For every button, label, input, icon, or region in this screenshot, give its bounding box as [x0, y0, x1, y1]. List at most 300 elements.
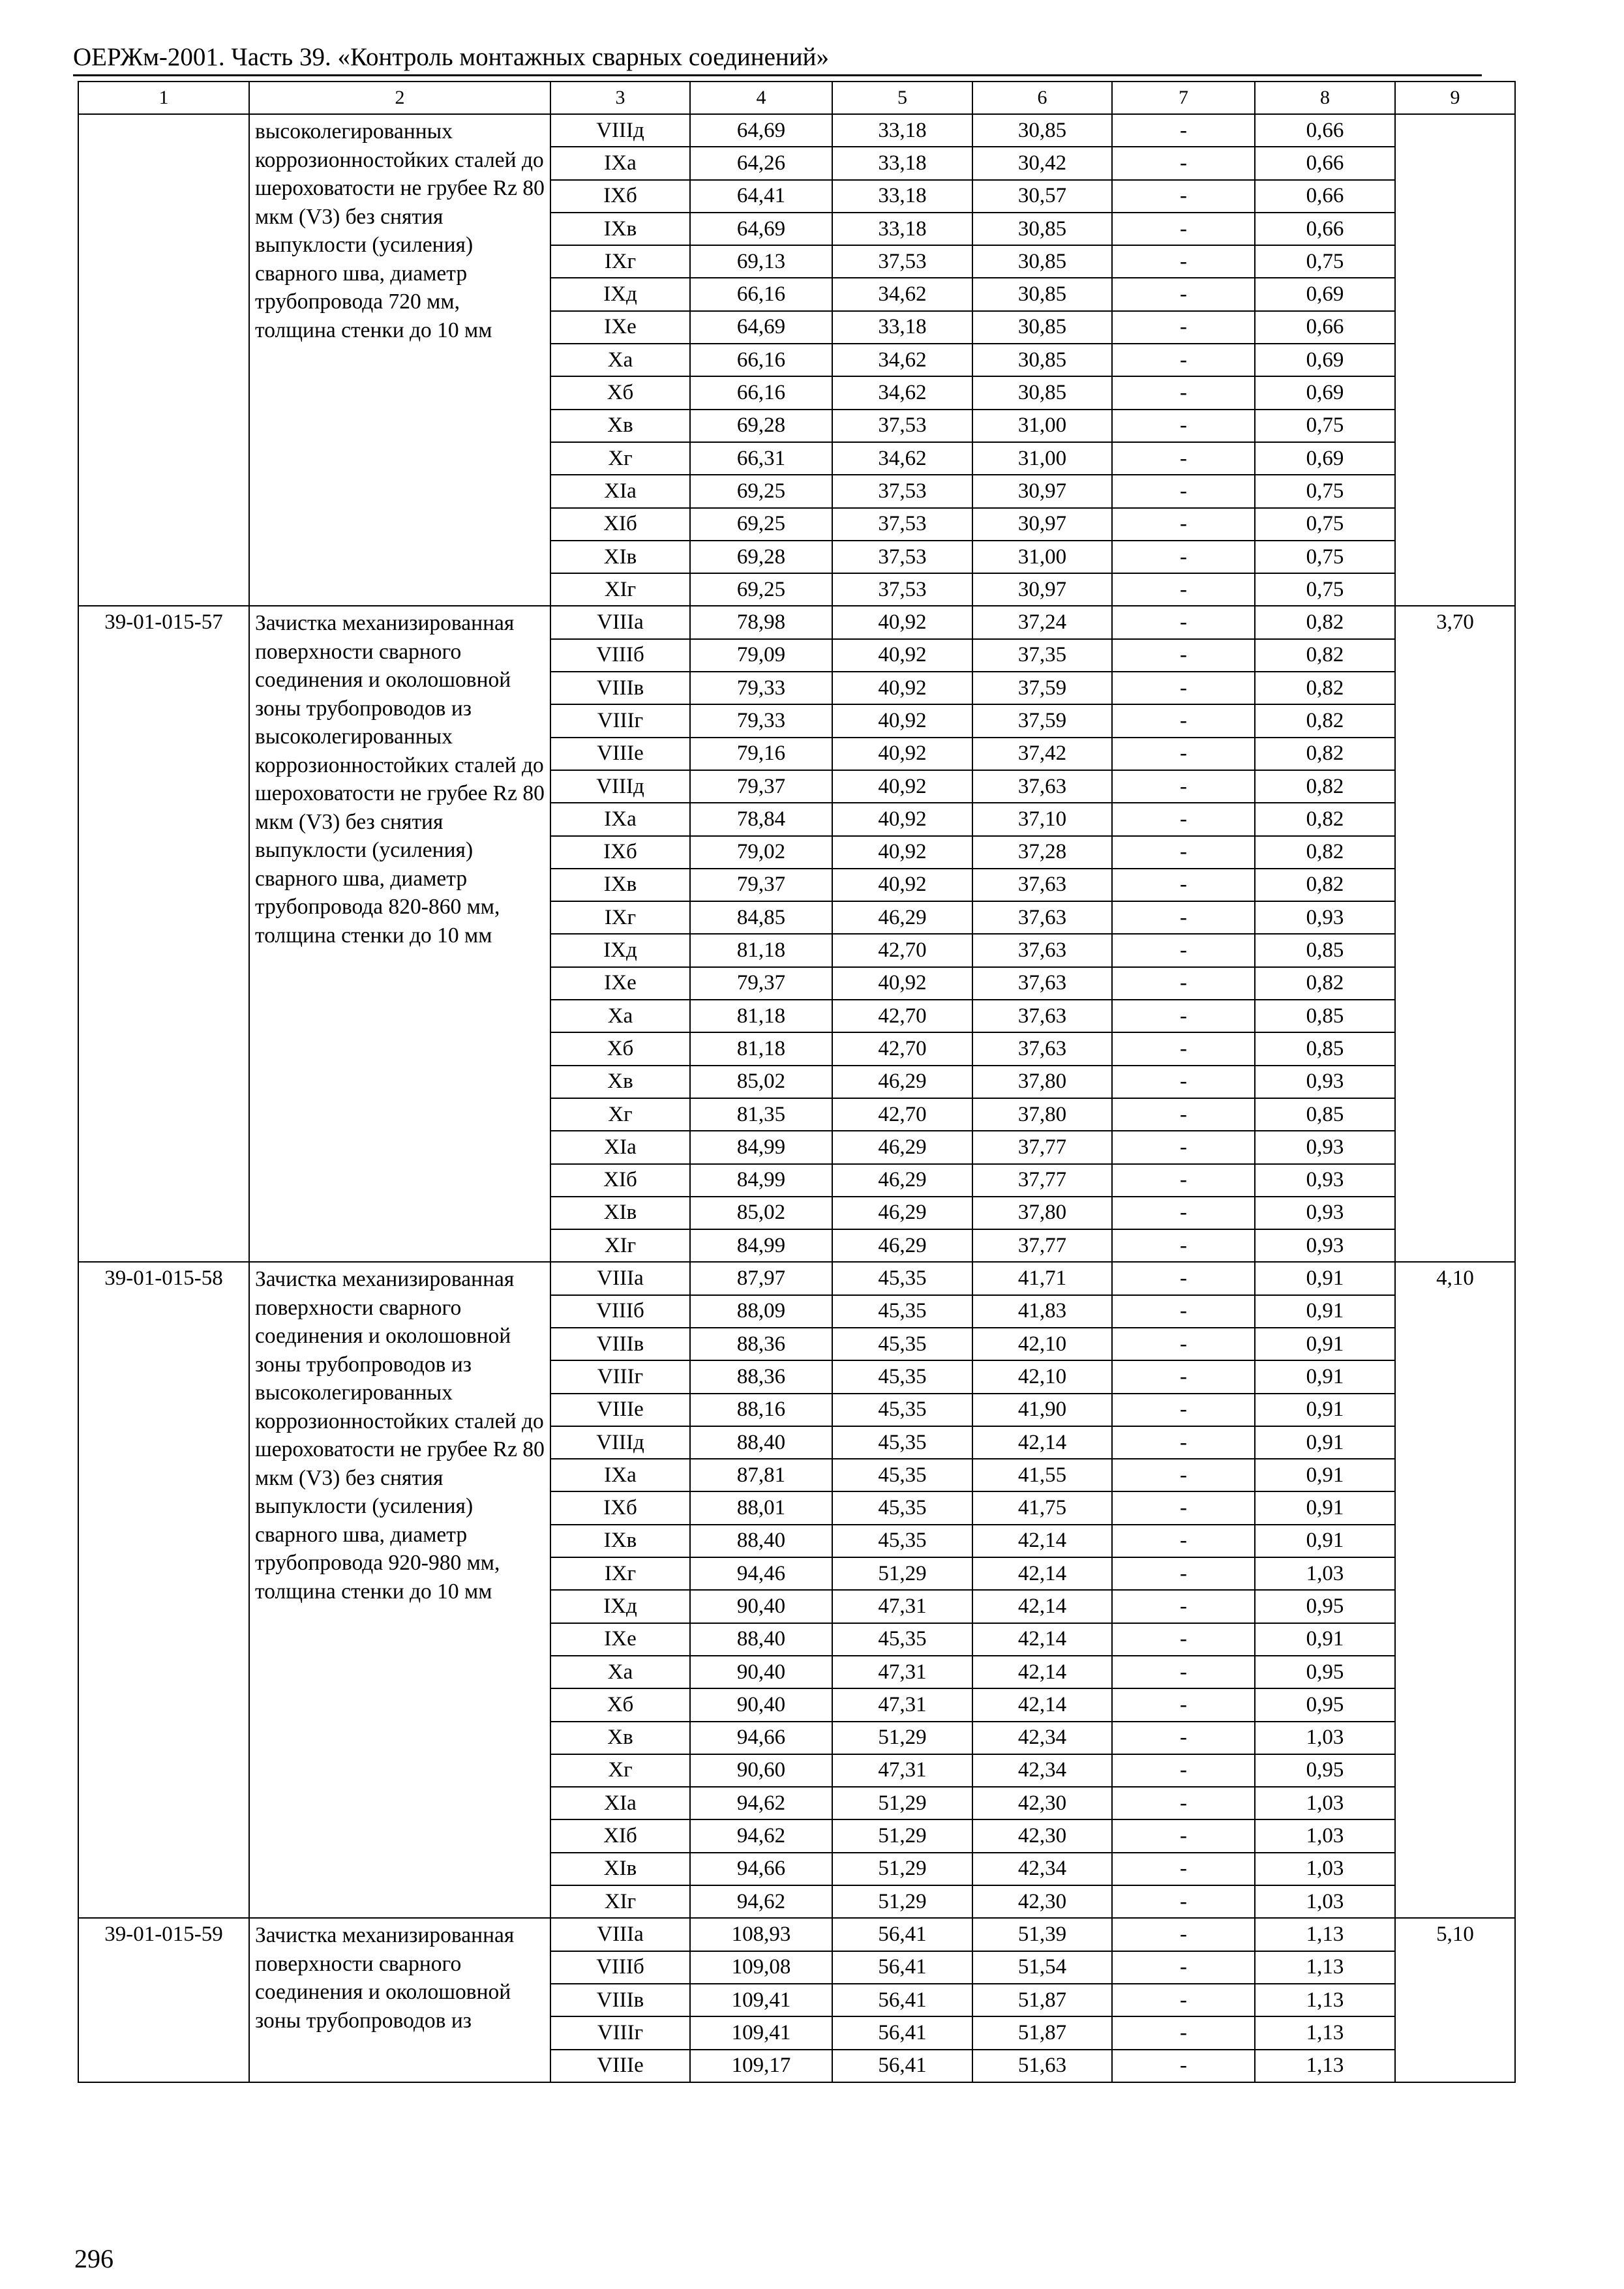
column-number: 8 — [1255, 82, 1395, 114]
wages-cell: 45,35 — [832, 1459, 972, 1491]
materials-cell: 0,82 — [1255, 606, 1395, 638]
wages-cell: 45,35 — [832, 1426, 972, 1459]
total-cost-cell: 84,99 — [690, 1131, 832, 1163]
wages-cell: 47,31 — [832, 1754, 972, 1787]
category-cell: VIIIб — [550, 639, 690, 672]
norm-code: 39-01-015-59 — [78, 1918, 249, 2082]
machines-cell: 41,83 — [972, 1295, 1112, 1328]
category-cell: Xa — [550, 1000, 690, 1032]
category-cell: IXб — [550, 180, 690, 213]
driver-wages-cell: - — [1112, 1262, 1255, 1294]
materials-cell: 0,69 — [1255, 344, 1395, 376]
driver-wages-cell: - — [1112, 541, 1255, 573]
materials-cell: 0,91 — [1255, 1262, 1395, 1294]
work-description: Зачистка механизированная поверхности сварного соединения и околошовной зоны трубопроводов из высоколегированных коррозионностойких сталей до шероховатости не грубее Rz 80 мкм (V3) без снятия выпуклости (усиления) сварного шва, диаметр трубопровода 920-980 мм, толщина стенки до 10 мм — [249, 1262, 550, 1918]
total-cost-cell: 84,99 — [690, 1164, 832, 1197]
materials-cell: 0,82 — [1255, 967, 1395, 1000]
total-cost-cell: 88,01 — [690, 1491, 832, 1524]
total-cost-cell: 69,25 — [690, 573, 832, 606]
machines-cell: 30,85 — [972, 376, 1112, 409]
materials-cell: 0,95 — [1255, 1656, 1395, 1688]
machines-cell: 37,80 — [972, 1098, 1112, 1131]
driver-wages-cell: - — [1112, 410, 1255, 442]
driver-wages-cell: - — [1112, 672, 1255, 704]
total-cost-cell: 85,02 — [690, 1197, 832, 1229]
total-cost-cell: 94,66 — [690, 1722, 832, 1754]
machines-cell: 42,30 — [972, 1787, 1112, 1819]
machines-cell: 37,35 — [972, 639, 1112, 672]
category-cell: IXг — [550, 1557, 690, 1590]
total-cost-cell: 88,40 — [690, 1623, 832, 1656]
labor-cost-cell: 5,10 — [1395, 1918, 1515, 2082]
wages-cell: 51,29 — [832, 1557, 972, 1590]
category-cell: XIб — [550, 1819, 690, 1852]
category-cell: IXб — [550, 1491, 690, 1524]
machines-cell: 37,59 — [972, 672, 1112, 704]
wages-cell: 40,92 — [832, 672, 972, 704]
wages-cell: 45,35 — [832, 1328, 972, 1360]
driver-wages-cell: - — [1112, 901, 1255, 934]
total-cost-cell: 88,36 — [690, 1328, 832, 1360]
machines-cell: 30,85 — [972, 245, 1112, 278]
category-cell: Xв — [550, 1722, 690, 1754]
wages-cell: 47,31 — [832, 1688, 972, 1721]
driver-wages-cell: - — [1112, 606, 1255, 638]
wages-cell: 40,92 — [832, 836, 972, 869]
wages-cell: 33,18 — [832, 180, 972, 213]
machines-cell: 37,63 — [972, 1000, 1112, 1032]
category-cell: XIв — [550, 541, 690, 573]
machines-cell: 37,24 — [972, 606, 1112, 638]
wages-cell: 46,29 — [832, 1229, 972, 1262]
machines-cell: 37,42 — [972, 738, 1112, 770]
driver-wages-cell: - — [1112, 344, 1255, 376]
machines-cell: 41,90 — [972, 1394, 1112, 1426]
wages-cell: 40,92 — [832, 738, 972, 770]
work-description: высоколегированных коррозионностойких сталей до шероховатости не грубее Rz 80 мкм (V3) без снятия выпуклости (усиления) сварного шва, диаметр трубопровода 720 мм, толщина стенки до 10 мм — [249, 114, 550, 606]
driver-wages-cell: - — [1112, 639, 1255, 672]
category-cell: IXв — [550, 213, 690, 245]
machines-cell: 42,34 — [972, 1754, 1112, 1787]
driver-wages-cell: - — [1112, 1000, 1255, 1032]
driver-wages-cell: - — [1112, 1098, 1255, 1131]
wages-cell: 46,29 — [832, 901, 972, 934]
wages-cell: 40,92 — [832, 869, 972, 901]
machines-cell: 30,85 — [972, 114, 1112, 147]
category-cell: XIг — [550, 573, 690, 606]
category-cell: Xв — [550, 1066, 690, 1098]
materials-cell: 1,13 — [1255, 1918, 1395, 1951]
driver-wages-cell: - — [1112, 1590, 1255, 1623]
driver-wages-cell: - — [1112, 1688, 1255, 1721]
driver-wages-cell: - — [1112, 376, 1255, 409]
machines-cell: 30,97 — [972, 573, 1112, 606]
driver-wages-cell: - — [1112, 114, 1255, 147]
total-cost-cell: 66,16 — [690, 376, 832, 409]
labor-cost-cell: 4,10 — [1395, 1262, 1515, 1918]
machines-cell: 37,77 — [972, 1164, 1112, 1197]
category-cell: IXд — [550, 278, 690, 310]
driver-wages-cell: - — [1112, 1131, 1255, 1163]
materials-cell: 0,85 — [1255, 1098, 1395, 1131]
wages-cell: 42,70 — [832, 1000, 972, 1032]
materials-cell: 0,75 — [1255, 410, 1395, 442]
total-cost-cell: 109,41 — [690, 2016, 832, 2049]
machines-cell: 42,14 — [972, 1656, 1112, 1688]
wages-cell: 37,53 — [832, 508, 972, 541]
materials-cell: 0,91 — [1255, 1295, 1395, 1328]
wages-cell: 33,18 — [832, 213, 972, 245]
total-cost-cell: 78,98 — [690, 606, 832, 638]
category-cell: IXд — [550, 1590, 690, 1623]
machines-cell: 42,14 — [972, 1590, 1112, 1623]
materials-cell: 0,82 — [1255, 869, 1395, 901]
category-cell: IXa — [550, 147, 690, 179]
driver-wages-cell: - — [1112, 573, 1255, 606]
materials-cell: 0,75 — [1255, 541, 1395, 573]
machines-cell: 42,10 — [972, 1360, 1112, 1393]
machines-cell: 37,63 — [972, 934, 1112, 966]
category-cell: VIIIe — [550, 1394, 690, 1426]
materials-cell: 0,82 — [1255, 803, 1395, 835]
total-cost-cell: 84,85 — [690, 901, 832, 934]
category-cell: XIa — [550, 1787, 690, 1819]
machines-cell: 31,00 — [972, 442, 1112, 475]
total-cost-cell: 109,17 — [690, 2050, 832, 2082]
work-description: Зачистка механизированная поверхности сварного соединения и околошовной зоны трубопроводов из высоколегированных коррозионностойких сталей до шероховатости не грубее Rz 80 мкм (V3) без снятия выпуклости (усиления) сварного шва, диаметр трубопровода 820-860 мм, толщина стенки до 10 мм — [249, 606, 550, 1262]
category-cell: IXв — [550, 869, 690, 901]
total-cost-cell: 90,40 — [690, 1590, 832, 1623]
materials-cell: 0,82 — [1255, 639, 1395, 672]
norm-code: 39-01-015-57 — [78, 606, 249, 1262]
machines-cell: 42,14 — [972, 1426, 1112, 1459]
category-cell: XIa — [550, 475, 690, 507]
total-cost-cell: 88,16 — [690, 1394, 832, 1426]
materials-cell: 1,03 — [1255, 1885, 1395, 1918]
machines-cell: 30,85 — [972, 213, 1112, 245]
total-cost-cell: 79,37 — [690, 770, 832, 803]
column-number: 6 — [972, 82, 1112, 114]
wages-cell: 42,70 — [832, 1098, 972, 1131]
materials-cell: 0,66 — [1255, 180, 1395, 213]
machines-cell: 37,63 — [972, 901, 1112, 934]
wages-cell: 46,29 — [832, 1131, 972, 1163]
total-cost-cell: 69,25 — [690, 508, 832, 541]
machines-cell: 41,55 — [972, 1459, 1112, 1491]
category-cell: VIIIб — [550, 1951, 690, 1984]
driver-wages-cell: - — [1112, 1984, 1255, 2016]
category-cell: VIIIд — [550, 770, 690, 803]
category-cell: Xв — [550, 410, 690, 442]
driver-wages-cell: - — [1112, 1197, 1255, 1229]
total-cost-cell: 79,33 — [690, 704, 832, 737]
materials-cell: 0,82 — [1255, 738, 1395, 770]
wages-cell: 37,53 — [832, 541, 972, 573]
materials-cell: 0,91 — [1255, 1328, 1395, 1360]
category-cell: XIв — [550, 1853, 690, 1885]
wages-cell: 51,29 — [832, 1885, 972, 1918]
machines-cell: 37,59 — [972, 704, 1112, 737]
total-cost-cell: 90,60 — [690, 1754, 832, 1787]
wages-cell: 37,53 — [832, 475, 972, 507]
materials-cell: 0,75 — [1255, 573, 1395, 606]
wages-cell: 51,29 — [832, 1722, 972, 1754]
category-cell: VIIIa — [550, 606, 690, 638]
machines-cell: 37,63 — [972, 770, 1112, 803]
wages-cell: 37,53 — [832, 573, 972, 606]
driver-wages-cell: - — [1112, 1164, 1255, 1197]
total-cost-cell: 109,08 — [690, 1951, 832, 1984]
driver-wages-cell: - — [1112, 1722, 1255, 1754]
machines-cell: 42,14 — [972, 1557, 1112, 1590]
total-cost-cell: 69,13 — [690, 245, 832, 278]
labor-cost-cell: 3,70 — [1395, 606, 1515, 1262]
category-cell: Xб — [550, 376, 690, 409]
category-cell: VIIIa — [550, 1918, 690, 1951]
machines-cell: 42,30 — [972, 1819, 1112, 1852]
total-cost-cell: 64,69 — [690, 213, 832, 245]
total-cost-cell: 78,84 — [690, 803, 832, 835]
machines-cell: 37,63 — [972, 869, 1112, 901]
driver-wages-cell: - — [1112, 180, 1255, 213]
table-body — [78, 114, 1515, 2082]
wages-cell: 34,62 — [832, 442, 972, 475]
category-cell: IXa — [550, 1459, 690, 1491]
column-number: 5 — [832, 82, 972, 114]
materials-cell: 0,95 — [1255, 1688, 1395, 1721]
driver-wages-cell: - — [1112, 442, 1255, 475]
total-cost-cell: 64,41 — [690, 180, 832, 213]
total-cost-cell: 94,66 — [690, 1853, 832, 1885]
wages-cell: 56,41 — [832, 1918, 972, 1951]
machines-cell: 30,85 — [972, 344, 1112, 376]
machines-cell: 30,97 — [972, 508, 1112, 541]
category-cell: VIIIв — [550, 1328, 690, 1360]
machines-cell: 30,85 — [972, 278, 1112, 310]
driver-wages-cell: - — [1112, 475, 1255, 507]
work-description: Зачистка механизированная поверхности сварного соединения и околошовной зоны трубопроводов из — [249, 1918, 550, 2082]
materials-cell: 1,03 — [1255, 1853, 1395, 1885]
driver-wages-cell: - — [1112, 1360, 1255, 1393]
machines-cell: 37,80 — [972, 1066, 1112, 1098]
materials-cell: 0,82 — [1255, 770, 1395, 803]
driver-wages-cell: - — [1112, 738, 1255, 770]
driver-wages-cell: - — [1112, 1557, 1255, 1590]
table-row — [78, 114, 1515, 147]
materials-cell: 0,91 — [1255, 1623, 1395, 1656]
category-cell: IXe — [550, 1623, 690, 1656]
materials-cell: 1,13 — [1255, 2050, 1395, 2082]
column-number: 3 — [550, 82, 690, 114]
total-cost-cell: 88,40 — [690, 1525, 832, 1557]
wages-cell: 46,29 — [832, 1197, 972, 1229]
materials-cell: 0,91 — [1255, 1426, 1395, 1459]
wages-cell: 45,35 — [832, 1262, 972, 1294]
total-cost-cell: 81,18 — [690, 934, 832, 966]
machines-cell: 51,63 — [972, 2050, 1112, 2082]
wages-cell: 56,41 — [832, 1984, 972, 2016]
machines-cell: 51,54 — [972, 1951, 1112, 1984]
driver-wages-cell: - — [1112, 1066, 1255, 1098]
materials-cell: 1,03 — [1255, 1722, 1395, 1754]
total-cost-cell: 79,16 — [690, 738, 832, 770]
materials-cell: 0,82 — [1255, 704, 1395, 737]
driver-wages-cell: - — [1112, 770, 1255, 803]
category-cell: VIIIд — [550, 1426, 690, 1459]
materials-cell: 0,66 — [1255, 114, 1395, 147]
category-cell: IXa — [550, 803, 690, 835]
wages-cell: 42,70 — [832, 1032, 972, 1065]
category-cell: Xa — [550, 344, 690, 376]
wages-cell: 40,92 — [832, 803, 972, 835]
materials-cell: 0,91 — [1255, 1525, 1395, 1557]
category-cell: IXг — [550, 901, 690, 934]
machines-cell: 42,14 — [972, 1525, 1112, 1557]
machines-cell: 30,42 — [972, 147, 1112, 179]
driver-wages-cell: - — [1112, 1426, 1255, 1459]
wages-cell: 45,35 — [832, 1295, 972, 1328]
total-cost-cell: 85,02 — [690, 1066, 832, 1098]
header-divider — [73, 74, 1482, 76]
category-cell: VIIIв — [550, 1984, 690, 2016]
total-cost-cell: 66,16 — [690, 344, 832, 376]
driver-wages-cell: - — [1112, 1656, 1255, 1688]
total-cost-cell: 84,99 — [690, 1229, 832, 1262]
total-cost-cell: 69,25 — [690, 475, 832, 507]
wages-cell: 45,35 — [832, 1491, 972, 1524]
table-row — [78, 606, 1515, 638]
driver-wages-cell: - — [1112, 704, 1255, 737]
column-number-row — [78, 82, 1515, 114]
materials-cell: 0,85 — [1255, 1000, 1395, 1032]
machines-cell: 42,14 — [972, 1688, 1112, 1721]
wages-cell: 42,70 — [832, 934, 972, 966]
machines-cell: 30,85 — [972, 311, 1112, 344]
category-cell: XIб — [550, 1164, 690, 1197]
driver-wages-cell: - — [1112, 1885, 1255, 1918]
driver-wages-cell: - — [1112, 869, 1255, 901]
machines-cell: 30,97 — [972, 475, 1112, 507]
total-cost-cell: 81,18 — [690, 1000, 832, 1032]
total-cost-cell: 64,26 — [690, 147, 832, 179]
wages-cell: 40,92 — [832, 606, 972, 638]
machines-cell: 41,75 — [972, 1491, 1112, 1524]
materials-cell: 0,93 — [1255, 901, 1395, 934]
category-cell: VIIIд — [550, 114, 690, 147]
category-cell: IXд — [550, 934, 690, 966]
materials-cell: 0,66 — [1255, 213, 1395, 245]
wages-cell: 51,29 — [832, 1787, 972, 1819]
materials-cell: 0,91 — [1255, 1491, 1395, 1524]
driver-wages-cell: - — [1112, 1853, 1255, 1885]
total-cost-cell: 94,62 — [690, 1885, 832, 1918]
materials-cell: 0,95 — [1255, 1754, 1395, 1787]
machines-cell: 37,63 — [972, 967, 1112, 1000]
materials-cell: 1,03 — [1255, 1787, 1395, 1819]
category-cell: Xг — [550, 1098, 690, 1131]
driver-wages-cell: - — [1112, 1229, 1255, 1262]
wages-cell: 34,62 — [832, 376, 972, 409]
category-cell: IXe — [550, 967, 690, 1000]
machines-cell: 42,10 — [972, 1328, 1112, 1360]
total-cost-cell: 87,81 — [690, 1459, 832, 1491]
total-cost-cell: 88,36 — [690, 1360, 832, 1393]
table-row — [78, 1918, 1515, 1951]
machines-cell: 37,80 — [972, 1197, 1112, 1229]
total-cost-cell: 66,31 — [690, 442, 832, 475]
wages-cell: 47,31 — [832, 1590, 972, 1623]
driver-wages-cell: - — [1112, 278, 1255, 310]
machines-cell: 31,00 — [972, 410, 1112, 442]
materials-cell: 0,85 — [1255, 934, 1395, 966]
category-cell: XIв — [550, 1197, 690, 1229]
materials-cell: 0,93 — [1255, 1164, 1395, 1197]
total-cost-cell: 94,46 — [690, 1557, 832, 1590]
category-cell: XIa — [550, 1131, 690, 1163]
machines-cell: 51,39 — [972, 1918, 1112, 1951]
column-number: 4 — [690, 82, 832, 114]
machines-cell: 51,87 — [972, 1984, 1112, 2016]
category-cell: Xa — [550, 1656, 690, 1688]
column-number: 2 — [249, 82, 550, 114]
driver-wages-cell: - — [1112, 1328, 1255, 1360]
category-cell: VIIIe — [550, 738, 690, 770]
wages-cell: 33,18 — [832, 114, 972, 147]
total-cost-cell: 64,69 — [690, 311, 832, 344]
driver-wages-cell: - — [1112, 1951, 1255, 1984]
total-cost-cell: 69,28 — [690, 541, 832, 573]
wages-cell: 56,41 — [832, 2016, 972, 2049]
category-cell: Xг — [550, 1754, 690, 1787]
wages-cell: 56,41 — [832, 2050, 972, 2082]
machines-cell: 42,34 — [972, 1722, 1112, 1754]
driver-wages-cell: - — [1112, 1295, 1255, 1328]
materials-cell: 1,03 — [1255, 1819, 1395, 1852]
total-cost-cell: 64,69 — [690, 114, 832, 147]
materials-cell: 0,93 — [1255, 1229, 1395, 1262]
driver-wages-cell: - — [1112, 1459, 1255, 1491]
driver-wages-cell: - — [1112, 508, 1255, 541]
driver-wages-cell: - — [1112, 934, 1255, 966]
total-cost-cell: 108,93 — [690, 1918, 832, 1951]
driver-wages-cell: - — [1112, 2016, 1255, 2049]
total-cost-cell: 109,41 — [690, 1984, 832, 2016]
machines-cell: 30,57 — [972, 180, 1112, 213]
total-cost-cell: 79,37 — [690, 869, 832, 901]
wages-cell: 34,62 — [832, 344, 972, 376]
materials-cell: 0,69 — [1255, 442, 1395, 475]
wages-cell: 33,18 — [832, 311, 972, 344]
materials-cell: 0,91 — [1255, 1360, 1395, 1393]
total-cost-cell: 69,28 — [690, 410, 832, 442]
driver-wages-cell: - — [1112, 803, 1255, 835]
machines-cell: 51,87 — [972, 2016, 1112, 2049]
wages-cell: 45,35 — [832, 1394, 972, 1426]
machines-cell: 37,28 — [972, 836, 1112, 869]
materials-cell: 0,66 — [1255, 311, 1395, 344]
driver-wages-cell: - — [1112, 213, 1255, 245]
wages-cell: 46,29 — [832, 1164, 972, 1197]
total-cost-cell: 90,40 — [690, 1688, 832, 1721]
machines-cell: 42,30 — [972, 1885, 1112, 1918]
materials-cell: 0,95 — [1255, 1590, 1395, 1623]
wages-cell: 45,35 — [832, 1623, 972, 1656]
materials-cell: 0,91 — [1255, 1394, 1395, 1426]
category-cell: XIг — [550, 1229, 690, 1262]
materials-cell: 0,75 — [1255, 475, 1395, 507]
driver-wages-cell: - — [1112, 1491, 1255, 1524]
category-cell: VIIIe — [550, 2050, 690, 2082]
